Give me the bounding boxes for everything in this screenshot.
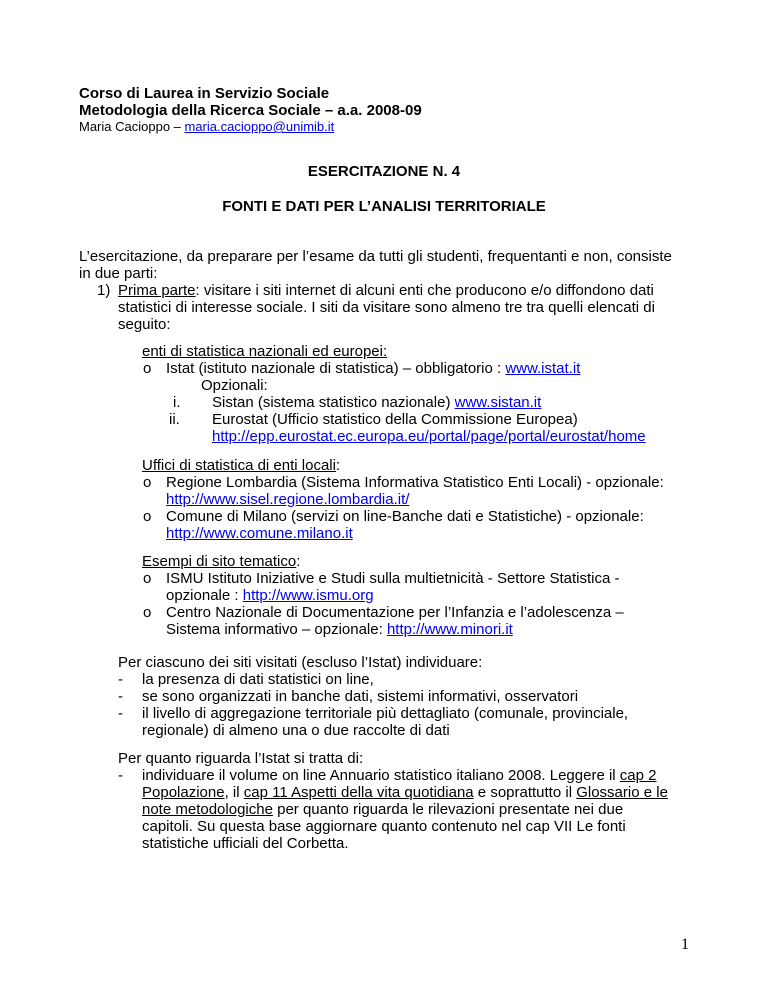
section-heading-theme-colon: : (296, 553, 301, 570)
part1-line-2: statistici di interesse sociale. I siti da visitare sono almeno tre tra quelli elencati di (118, 299, 655, 316)
page-number: 1 (681, 936, 689, 953)
istat-item (166, 360, 580, 378)
minori-text-2: Sistema informativo – opzionale: (166, 621, 387, 638)
istat-line-5: statistiche ufficiali del Corbetta. (142, 835, 349, 852)
author-name: Maria Cacioppo – (79, 119, 185, 134)
ismu-text: ISMU Istituto Iniziative e Studi sulla multietnicità - Settore Statistica - (166, 570, 620, 587)
istat-line-4: capitoli. Su questa base aggiornare quanto contenuto nel cap VII Le fonti (142, 818, 626, 835)
bullet-o: o (143, 474, 152, 491)
ismu-link[interactable]: http://www.ismu.org (242, 587, 374, 604)
istat-popolazione: Popolazione (142, 784, 225, 801)
istat-line-2 (142, 784, 668, 802)
dash: - (118, 705, 123, 722)
part1-line-1-text: : visitare i siti internet di alcuni enti che producono e/o diffondono dati (195, 282, 654, 299)
section-heading-theme: Esempi di sito tematico (142, 553, 297, 570)
sistan-link[interactable]: www.sistan.it (454, 394, 542, 411)
milano-text: Comune di Milano (servizi on line-Banche dati e Statistiche) - opzionale: (166, 508, 644, 525)
section-heading-local: Uffici di statistica di enti locali (142, 457, 336, 474)
istat-glossario: Glossario e le (576, 784, 668, 801)
istat-line-2-text-a: , il (224, 784, 244, 801)
page-title: ESERCITAZIONE N. 4 (307, 163, 461, 180)
istat-line-1 (142, 767, 657, 785)
istat-note-metodologiche: note metodologiche (142, 801, 273, 818)
bullet-o: o (143, 360, 152, 377)
sistan-text: Sistan (sistema statistico nazionale) (212, 394, 455, 411)
lombardia-text: Regione Lombardia (Sistema Informativa Statistico Enti Locali) - opzionale: (166, 474, 664, 491)
istat-line-1-text: individuare il volume on line Annuario statistico italiano 2008. Leggere il (142, 767, 620, 784)
istat-link[interactable]: www.istat.it (505, 360, 581, 377)
bullet-o: o (143, 604, 152, 621)
roman-numeral-i: i. (173, 394, 181, 411)
course-subject: Metodologia della Ricerca Sociale – a.a. 2008-09 (79, 102, 422, 119)
istat-cap2: cap 2 (619, 767, 657, 784)
roman-numeral-ii: ii. (169, 411, 180, 428)
minori-link[interactable]: http://www.minori.it (386, 621, 513, 638)
part1-line-1 (118, 282, 654, 300)
section-heading-local-line (142, 457, 340, 475)
optional-label: Opzionali: (201, 377, 268, 394)
part1-line-3: seguito: (118, 316, 171, 333)
sistan-item (212, 394, 541, 412)
bullet-o: o (143, 570, 152, 587)
istat-intro: Per quanto riguarda l’Istat si tratta di: (118, 750, 364, 767)
section-heading-local-colon: : (335, 457, 341, 474)
page-subtitle: FONTI E DATI PER L’ANALISI TERRITORIALE (222, 198, 546, 215)
sites-intro: Per ciascuno dei siti visitati (escluso l’Istat) individuare: (118, 654, 483, 671)
author-line (79, 119, 334, 135)
milano-link[interactable]: http://www.comune.milano.it (166, 525, 353, 542)
istat-cap11: cap 11 Aspetti della vita quotidiana (243, 784, 474, 801)
dash: - (118, 671, 123, 688)
lombardia-link[interactable]: http://www.sisel.regione.lombardia.it/ (166, 491, 410, 508)
istat-line-3-text: per quanto riguarda le rilevazioni presentate nei due (272, 801, 624, 818)
sites-bullet-1: la presenza di dati statistici on line, (142, 671, 374, 688)
part-number: 1) (97, 282, 111, 299)
course-name: Corso di Laurea in Servizio Sociale (79, 85, 330, 102)
part1-heading: Prima parte (118, 282, 196, 299)
bullet-o: o (143, 508, 152, 525)
dash: - (118, 688, 123, 705)
sites-bullet-2: se sono organizzati in banche dati, sistemi informativi, osservatori (142, 688, 579, 705)
minori-text: Centro Nazionale di Documentazione per l’Infanzia e l’adolescenza – (166, 604, 624, 621)
sites-bullet-3b: regionale) di almeno una o due raccolte di dati (142, 722, 450, 739)
istat-text: Istat (istituto nazionale di statistica) – obbligatorio : (166, 360, 506, 377)
eurostat-link[interactable]: http://epp.eurostat.ec.europa.eu/portal/page/portal/eurostat/home (212, 428, 646, 445)
istat-line-2-text-b: e soprattutto il (473, 784, 577, 801)
minori-line-2 (166, 621, 513, 639)
dash: - (118, 767, 123, 784)
section-heading-national: enti di statistica nazionali ed europei: (142, 343, 388, 360)
intro-line-2: in due parti: (79, 265, 158, 282)
section-heading-theme-line (142, 553, 300, 571)
author-email-link[interactable]: maria.cacioppo@unimib.it (184, 119, 335, 134)
intro-line-1: L’esercitazione, da preparare per l’esame da tutti gli studenti, frequentanti e non, consiste (79, 248, 672, 265)
sites-bullet-3a: il livello di aggregazione territoriale più dettagliato (comunale, provinciale, (142, 705, 629, 722)
ismu-text-2: opzionale : (166, 587, 243, 604)
ismu-line-2 (166, 587, 374, 605)
istat-line-3 (142, 801, 623, 819)
eurostat-text: Eurostat (Ufficio statistico della Commissione Europea) (212, 411, 578, 428)
